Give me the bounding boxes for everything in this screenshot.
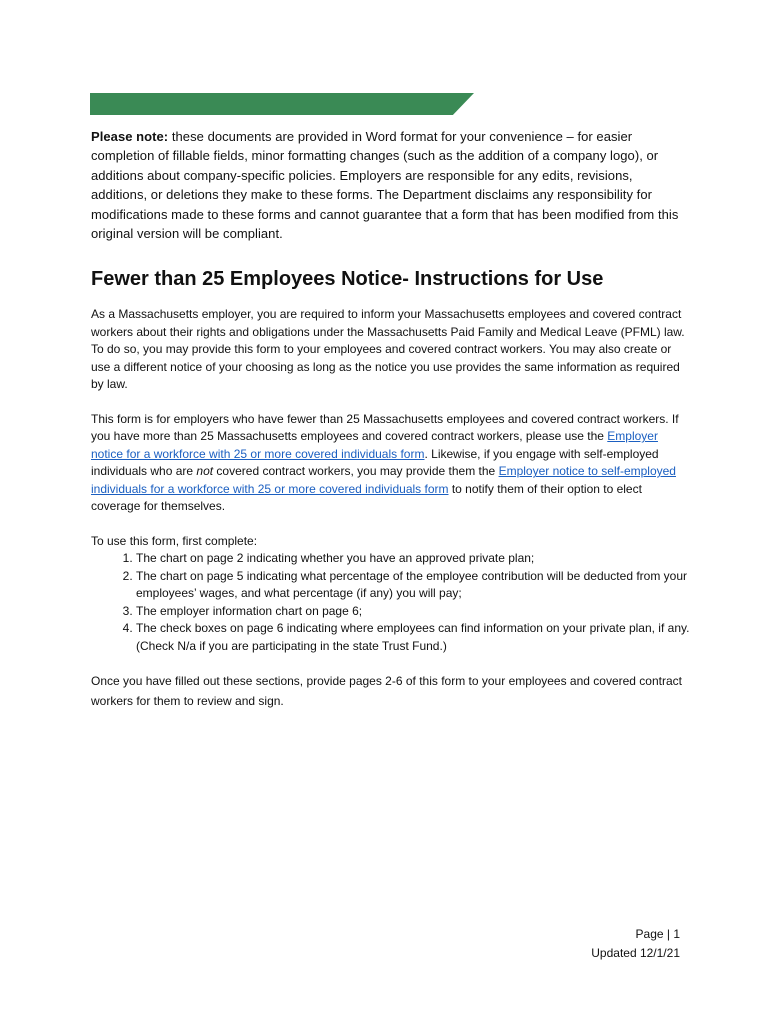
eligibility-paragraph (91, 411, 691, 516)
page-number: Page | 1 (635, 927, 680, 941)
list-intro: To use this form, first complete: (91, 533, 258, 548)
page-footer (591, 925, 680, 963)
intro-paragraph: As a Massachusetts employer, you are required to inform your Massachusetts employees and covered contract workers about their rights and obligations under the Massachusetts Paid Family and Medical Leave (PFML) law. To do so, you may provide this form to your employees and covered contract workers. You may also create or use a different notice of your choosing as long as the notice you use provides the same information as required by law. (91, 307, 685, 392)
list-item: 2. The chart on page 5 indicating what percentage of the employee contribution will be deducted from your employees’ wages, and what percentage (if any) you will pay; (136, 568, 691, 603)
eligibility-text-3: covered contract workers, you may provide them the (213, 464, 499, 479)
updated-date: Updated 12/1/21 (591, 946, 680, 960)
self-employed-notice-link[interactable]: Employer notice to self-employed individuals for a workforce with 25 or more covered individuals form (91, 464, 676, 496)
emphasis-not: not (196, 464, 214, 479)
document-body (91, 127, 691, 711)
closing-paragraph: Once you have filled out these sections, provide pages 2-6 of this form to your employees and covered contract workers for them to review and sign. (91, 674, 682, 709)
page-title: Fewer than 25 Employees Notice- Instructions for Use (91, 268, 604, 291)
note-label: Please note: (91, 129, 169, 144)
instructions (91, 306, 691, 711)
note-text: these documents are provided in Word format for your convenience – for easier completion of fillable fields, minor formatting changes (such as the addition of a company logo), or additions about company-specific policies. Employers are responsible for any edits, revisions, additions, or deletions they make to these forms. The Department disclaims any responsibility for modifications made to these forms and cannot guarantee that a form that has been modified from this original version will be compliant. (91, 129, 679, 242)
employer-notice-25-link[interactable]: Employer notice for a workforce with 25 or more covered individuals form (91, 429, 658, 461)
eligibility-text-2: . Likewise, if you engage with self-employed individuals who are (91, 446, 659, 479)
list-item: 1. The chart on page 2 indicating whether you have an approved private plan; (136, 550, 691, 568)
disclaimer-note (91, 127, 691, 243)
list-item: 3. The employer information chart on page 6; (136, 603, 691, 621)
list-item: 4. The check boxes on page 6 indicating where employees can find information on your private plan, if any. (Check N/a if you are participating in the state Trust Fund.) (136, 620, 691, 655)
eligibility-text-4: to notify them of their option to elect coverage for themselves. (91, 481, 642, 514)
eligibility-text-1: This form is for employers who have fewer than 25 Massachusetts employees and covered contract workers. If you have more than 25 Massachusetts employees and covered contract workers, please use the (91, 411, 679, 444)
steps-list (91, 550, 691, 655)
header-banner (90, 93, 474, 115)
